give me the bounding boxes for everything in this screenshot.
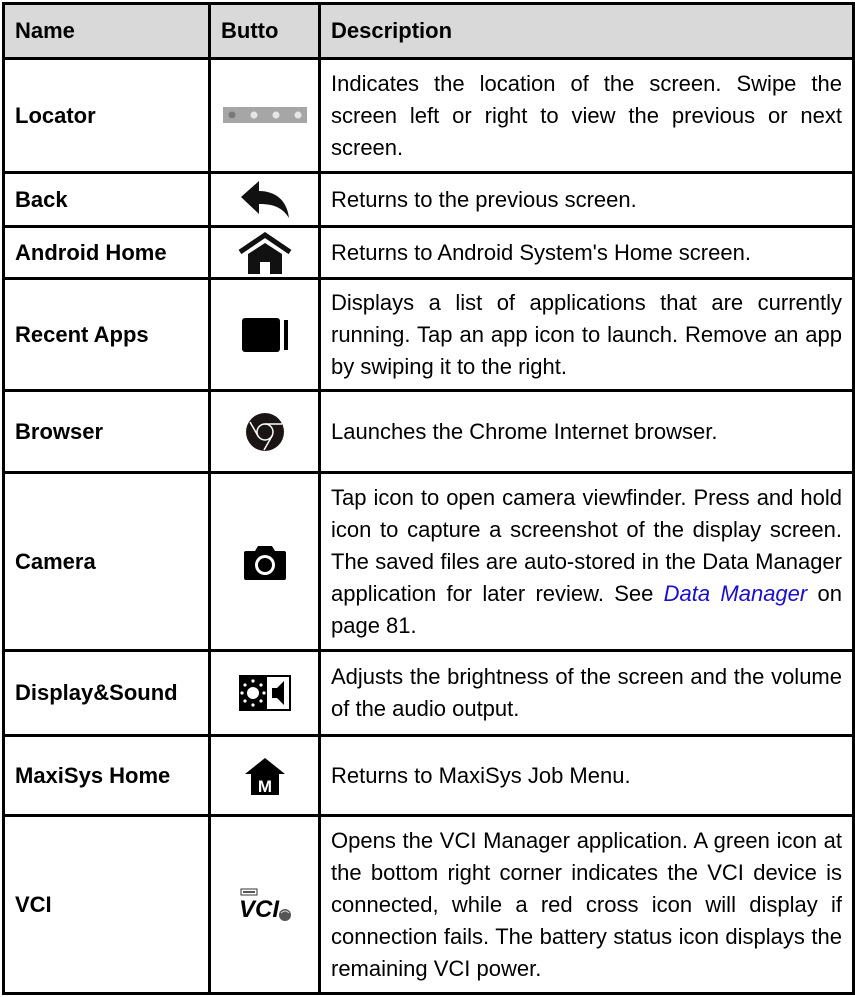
table-row	[4, 816, 854, 994]
row-name: Display&Sound	[4, 651, 210, 736]
table-row	[4, 736, 854, 816]
row-description: Returns to MaxiSys Job Menu.	[320, 736, 854, 816]
description-text: Tap icon to open camera viewfinder. Press and hold icon to capture a screenshot of the display screen. The saved files are auto-stored in the Data Manager application for later review. See	[331, 484, 842, 606]
description-text: on page 81.	[331, 580, 842, 638]
back-arrow-icon	[239, 180, 291, 220]
locator-dots-icon	[223, 107, 307, 123]
row-name: Back	[4, 173, 210, 227]
home-icon	[238, 232, 292, 274]
brightness-volume-icon	[239, 675, 291, 711]
row-description	[320, 473, 854, 651]
row-description: Adjusts the brightness of the screen and the volume of the audio output.	[320, 651, 854, 736]
row-description: Opens the VCI Manager application. A green icon at the bottom right corner indicates the VCI device is connected, while a red cross icon will display if connection fails. The battery status icon displays the remaining VCI power.	[320, 816, 854, 994]
svg-text:M: M	[257, 776, 272, 795]
table-row	[4, 279, 854, 391]
table-row	[4, 59, 854, 173]
table-row	[4, 391, 854, 473]
table-header-row	[4, 4, 854, 59]
vci-icon	[237, 887, 293, 923]
table-row	[4, 173, 854, 227]
maxisys-home-icon	[244, 757, 286, 795]
header-button: Butto	[210, 4, 320, 59]
row-description: Returns to Android System's Home screen.	[320, 227, 854, 279]
chrome-icon	[245, 412, 285, 452]
row-description: Returns to the previous screen.	[320, 173, 854, 227]
svg-text:VCI: VCI	[238, 895, 279, 923]
recent-apps-icon	[242, 318, 288, 352]
row-description: Displays a list of applications that are currently running. Tap an app icon to launch. Remove an app by swiping it to the right.	[320, 279, 854, 391]
table-row	[4, 651, 854, 736]
data-manager-link[interactable]: Data Manager	[663, 580, 808, 606]
row-name: Recent Apps	[4, 279, 210, 391]
camera-icon	[244, 544, 286, 580]
row-description: Launches the Chrome Internet browser.	[320, 391, 854, 473]
header-name: Name	[4, 4, 210, 59]
row-name: Browser	[4, 391, 210, 473]
row-name: VCI	[4, 816, 210, 994]
row-description: Indicates the location of the screen. Swipe the screen left or right to view the previous or next screen.	[320, 59, 854, 173]
row-name: Camera	[4, 473, 210, 651]
button-reference-table	[2, 2, 855, 995]
row-name: Locator	[4, 59, 210, 173]
table-row	[4, 473, 854, 651]
table-row	[4, 227, 854, 279]
row-name: Android Home	[4, 227, 210, 279]
row-name: MaxiSys Home	[4, 736, 210, 816]
header-description: Description	[320, 4, 854, 59]
